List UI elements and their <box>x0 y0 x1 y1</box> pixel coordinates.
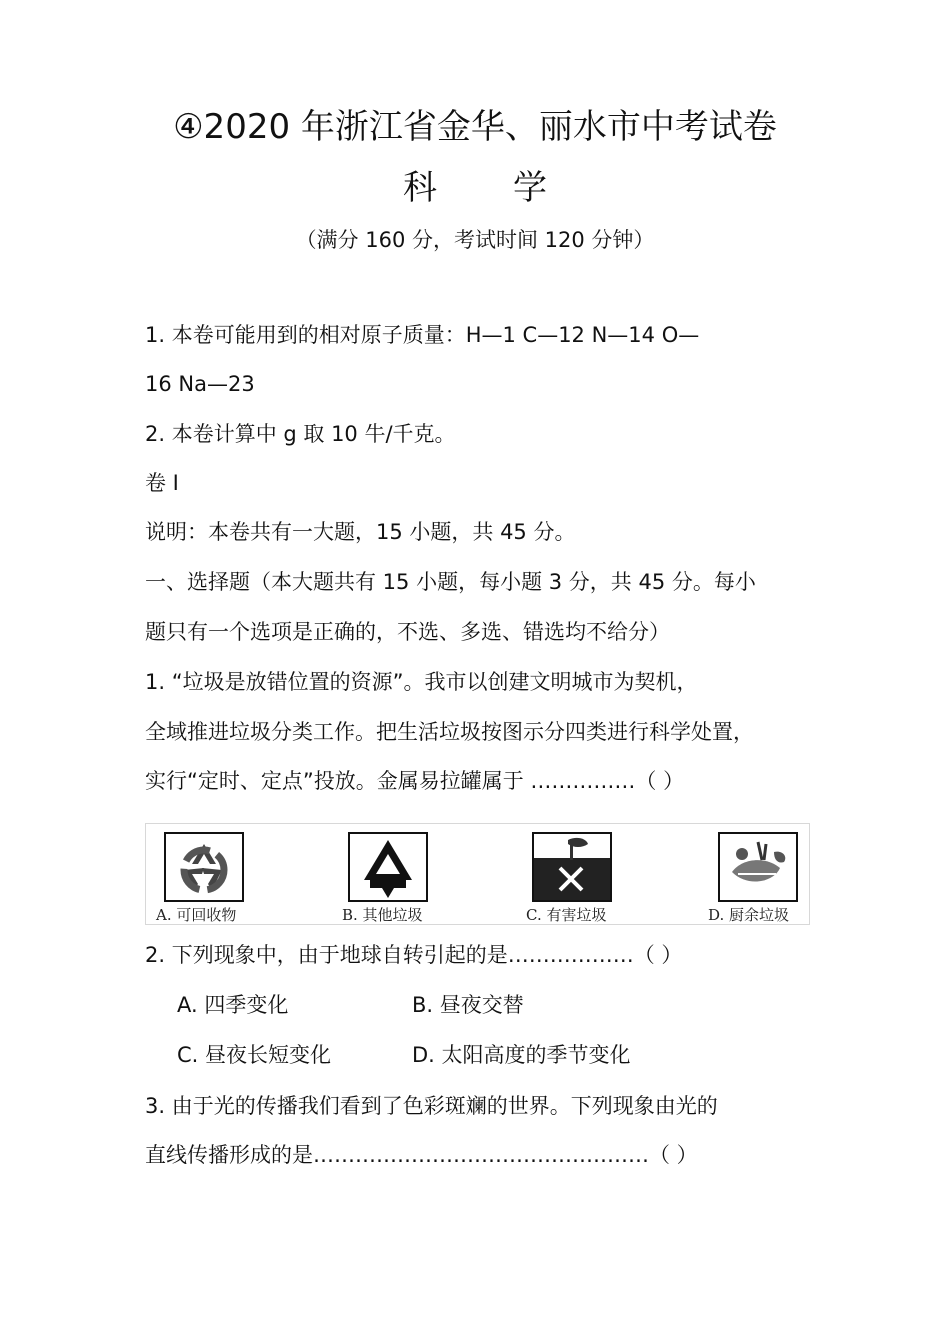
recycle-icon <box>164 832 244 902</box>
option-a-caption: A. 可回收物 <box>156 906 237 924</box>
question-1-line-2: 全域推进垃圾分类工作。把生活垃圾按图示分四类进行科学处置， <box>145 720 754 744</box>
option-b-sign <box>348 832 428 902</box>
option-b-caption: B. 其他垃圾 <box>342 906 423 924</box>
section-label: 卷 Ⅰ <box>145 471 179 495</box>
note-2: 2. 本卷计算中 g 取 10 牛/千克。 <box>145 422 456 446</box>
section-heading-line-2: 题只有一个选项是正确的，不选、多选、错选均不给分） <box>145 620 670 644</box>
question-2-option-c: C. 昼夜长短变化 <box>177 1043 332 1067</box>
subject-char: 科 <box>403 168 437 208</box>
subject-title <box>0 160 950 209</box>
question-2-option-a: A. 四季变化 <box>177 993 289 1017</box>
hazardous-waste-icon <box>532 832 612 902</box>
question-2-option-b: B. 昼夜交替 <box>412 993 524 1017</box>
question-2-option-d: D. 太阳高度的季节变化 <box>412 1043 631 1067</box>
score-note: （满分 160 分，考试时间 120 分钟） <box>295 228 655 252</box>
question-1-line-3: 实行“定时、定点”投放。金属易拉罐属于 ……………（ ） <box>145 769 685 793</box>
note-1-line-2: 16 Na—23 <box>145 372 255 396</box>
option-c-caption: C. 有害垃圾 <box>526 906 607 924</box>
note-1-line-1: 1. 本卷可能用到的相对原子质量：H—1 C—12 N—14 O— <box>145 323 700 347</box>
subject-char: 学 <box>513 168 547 208</box>
question-2-stem: 2. 下列现象中，由于地球自转引起的是………………（ ） <box>145 943 683 967</box>
option-d-caption: D. 厨余垃圾 <box>708 906 790 924</box>
section-heading-line-1: 一、选择题（本大题共有 15 小题，每小题 3 分，共 45 分。每小 <box>145 570 756 594</box>
option-c-sign <box>532 832 612 902</box>
waste-sorting-figure <box>145 823 810 925</box>
question-1-line-1: 1. “垃圾是放错位置的资源”。我市以创建文明城市为契机， <box>145 670 698 694</box>
question-3-line-1: 3. 由于光的传播我们看到了色彩斑斓的世界。下列现象由光的 <box>145 1094 718 1118</box>
option-d-sign <box>718 832 798 902</box>
question-3-line-2: 直线传播形成的是…………………………………………（ ） <box>145 1143 698 1167</box>
exam-title: ④2020 年浙江省金华、丽水市中考试卷 <box>173 107 777 147</box>
section-explanation: 说明：本卷共有一大题，15 小题，共 45 分。 <box>145 520 576 544</box>
kitchen-waste-icon <box>718 832 798 902</box>
option-a-sign <box>164 832 244 902</box>
other-waste-icon <box>348 832 428 902</box>
